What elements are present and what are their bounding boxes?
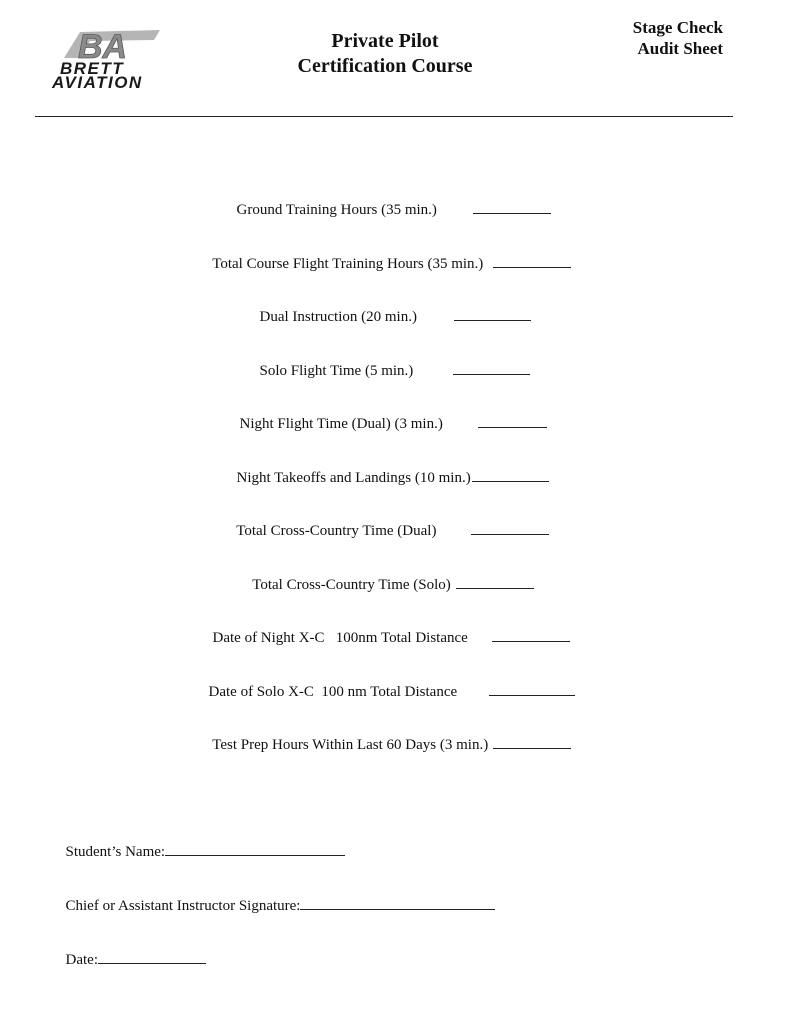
course-title-line2: Certification Course (297, 55, 473, 77)
answer-blank[interactable] (473, 200, 551, 214)
field-ground-training-hours (229, 182, 551, 219)
answer-blank[interactable] (456, 575, 534, 589)
field-cross-country-solo (245, 557, 534, 594)
stage-check-title (633, 17, 723, 59)
field-night-takeoffs-landings (229, 450, 549, 487)
field-total-flight-training-hours (205, 236, 571, 273)
field-cross-country-dual (229, 503, 549, 540)
instructor-signature-blank[interactable] (300, 896, 495, 910)
answer-blank[interactable] (472, 468, 549, 482)
brett-aviation-logo (50, 28, 195, 90)
logo-line-brett: BRETT (60, 59, 125, 78)
field-solo-flight-time (252, 343, 530, 380)
field-label: Date of Night X-C 100nm Total Distance (212, 630, 468, 646)
instructor-signature-row (58, 878, 495, 915)
course-title-line1: Private Pilot (331, 30, 439, 52)
logo-line-aviation: AVIATION (52, 73, 143, 90)
field-label: Dual Instruction (20 min.) (259, 309, 417, 325)
answer-blank[interactable] (454, 307, 531, 321)
field-dual-instruction (252, 289, 531, 326)
student-name-row (58, 824, 345, 861)
field-label: Night Flight Time (Dual) (3 min.) (239, 416, 443, 432)
answer-blank[interactable] (453, 361, 530, 375)
stage-check-line1: Stage Check (632, 18, 723, 37)
answer-blank[interactable] (492, 628, 570, 642)
field-night-flight-time-dual (232, 396, 547, 433)
logo-initials: BA (78, 28, 128, 66)
field-label: Test Prep Hours Within Last 60 Days (3 min.) (212, 737, 489, 753)
field-label: Date of Solo X-C 100 nm Total Distance (208, 684, 458, 700)
field-label: Total Cross-Country Time (Dual) (236, 523, 437, 539)
answer-blank[interactable] (478, 414, 547, 428)
course-title (270, 29, 500, 79)
date-label: Date: (65, 952, 98, 968)
answer-blank[interactable] (493, 254, 571, 268)
field-label: Ground Training Hours (35 min.) (236, 202, 437, 218)
field-label: Solo Flight Time (5 min.) (259, 363, 414, 379)
field-solo-xc-date-distance (201, 664, 575, 701)
date-blank[interactable] (98, 950, 206, 964)
answer-blank[interactable] (489, 682, 575, 696)
field-night-xc-date-distance (205, 610, 570, 647)
answer-blank[interactable] (471, 521, 549, 535)
date-row (58, 932, 206, 969)
field-label: Total Course Flight Training Hours (35 min.) (212, 256, 484, 272)
stage-check-line2: Audit Sheet (637, 39, 723, 58)
student-name-label: Student’s Name: (65, 844, 166, 860)
answer-blank[interactable] (493, 735, 571, 749)
instructor-signature-label: Chief or Assistant Instructor Signature: (65, 898, 301, 914)
field-label: Total Cross-Country Time (Solo) (252, 577, 451, 593)
field-test-prep-hours (205, 717, 571, 754)
student-name-blank[interactable] (165, 842, 345, 856)
header-divider (35, 116, 733, 117)
field-label: Night Takeoffs and Landings (10 min.) (236, 470, 471, 486)
